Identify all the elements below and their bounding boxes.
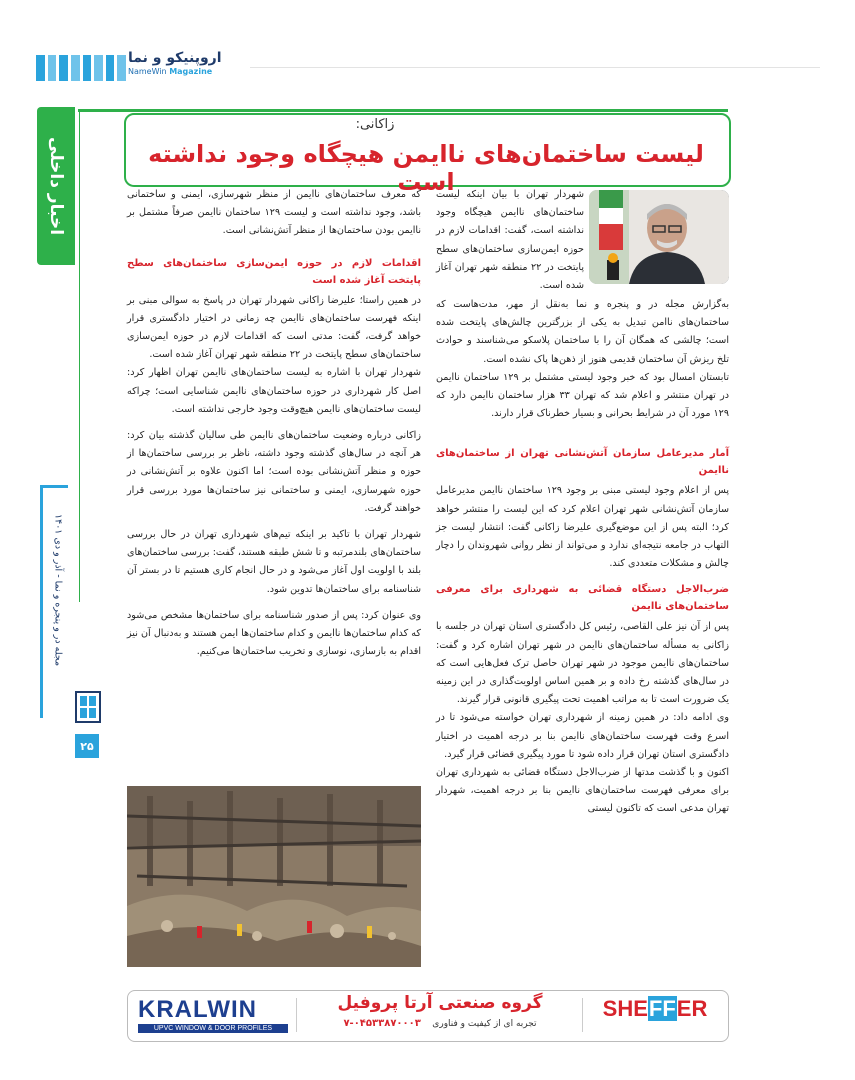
header-divider	[250, 67, 820, 68]
sidebar-vertical-rule	[40, 488, 43, 718]
ad-company-name: گروه صنعتی آرتا پروفیل	[337, 993, 543, 1013]
green-vertical-rule	[79, 112, 80, 602]
magazine-logo-fa: اروپنیکو و نما	[128, 50, 222, 66]
right-paragraph-3: پس از اعلام وجود لیستی مبنی بر وجود ۱۲۹ ساختمان ناایمن مدیرعامل سازمان آتش‌نشانی شهر تهران اعلام کرد که این لیست را منتشر خواهد کرد؛ البته پس از این موضع‌گیری علیرضا زاکانی گفت: انتشار لیست جز التهاب در جامعه نتیجه‌ای ندارد و می‌تواند از نظر روانی شهروندان را دچار چالش و مشکلات متعددی کند.	[436, 485, 730, 570]
collapsed-building-photo	[127, 786, 421, 967]
sheffer-part-2: FF	[648, 996, 676, 1021]
ad-divider-right	[582, 998, 583, 1032]
section-tab-label: اخبار داخلی	[46, 136, 66, 236]
mayor-portrait-photo	[589, 190, 729, 284]
sheffer-wordmark	[595, 996, 715, 1022]
window-logo-icon	[74, 690, 102, 724]
logo-magazine: Magazine	[169, 67, 213, 76]
kralwin-subtitle: UPVC WINDOW & DOOR PROFILES	[138, 1024, 288, 1033]
portrait-illustration	[589, 190, 729, 284]
right-paragraph-1: به‌گزارش مجله در و پنجره و نما به‌نقل از مهر، مدت‌هاست که ساختمان‌های ناامن تبدیل به یکی از بزرگترین چالش‌های پایتخت شده است؛ چالشی که همگان آن را با ساختمان پلاسکو می‌شناسند و حوادث تلخ ریزش آن ساختمان قدیمی هنوز از ذهن‌ها پاک نشده است.	[436, 299, 729, 365]
left-paragraph-6: وی عنوان کرد: پس از صدور شناسنامه برای ساختمان‌ها مشخص می‌شود که کدام ساختمان‌ها ناایمن و کدام ساختمان‌ها ایمن هستند و به‌دنبال آن نیز اقدام به بازسازی، نوسازی و تخریب ساختمان‌ها می‌کنیم.	[127, 609, 421, 658]
header-stripes	[36, 55, 126, 81]
ad-tagline: تجربه ای از کیفیت و فناوری	[432, 1019, 537, 1029]
page-number: ۲۵	[75, 734, 99, 758]
ad-phone: ۰۴۵۳۳۸۷۰۰۰۳-۷	[343, 1018, 421, 1029]
left-paragraph-2: در همین راستا؛ علیرضا زاکانی شهردار تهران در پاسخ به سوالی مبنی بر اینکه فهرست ساختمان‌های ناایمن چه زمانی در اختیار دادگستری قرار خواهد گرفت، گفت: مدتی است که اقدامات لازم در حوزه ایمن‌سازی ساختمان‌های سطح پایتخت در ۲۲ منطقه شهر تهران آغاز شده است.	[127, 294, 421, 361]
right-paragraph-6: اکنون و با گذشت مدتها از ضرب‌الاجل دستگاه قضائی به شهرداری تهران برای معرفی فهرست ساختمان‌های ناایمن بنا بر درجه اهمیت، شهردار تهران مدعی است که تاکنون لیستی	[436, 767, 729, 815]
rubble-illustration	[127, 786, 421, 967]
kralwin-part-2: WIN	[207, 996, 257, 1023]
kralwin-wordmark	[138, 996, 288, 1024]
left-paragraph-3: شهردار تهران با اشاره به لیست ساختمان‌های ناایمن تهران اظهار کرد: اصل کار شهرداری در حوزه ساختمان‌های ناایمن شناسایی است؛ چراکه لیست ساختمان‌های ناایمن هیچ‌وقت وجود خارجی نداشته است.	[127, 367, 421, 415]
sidebar-rule	[40, 485, 68, 488]
right-paragraph-4: پس از آن نیز علی القاصی، رئیس کل دادگستری استان تهران در جلسه با زاکانی به مسأله ساختمان‌های ناایمن در شهر تهران اشاره کرد و گفت: ساختمان‌های ناایمن موجود در شهر تهران حاصل ترک فعل‌هایی است که در سال‌های گذشته رخ داده و بر همین اساس اولویت‌گذاری در این زمینه یک ضرورت است تا به مراتب اهمیت تحت پیگیری قانونی قرار گیرند.	[436, 621, 729, 706]
article-kicker: زاکانی:	[355, 117, 395, 132]
logo-namewin: NameWin	[128, 67, 167, 76]
green-rule	[78, 109, 728, 112]
subheading-judiciary-deadline: ضرب‌الاجل دستگاه قضائی به شهرداری برای معرفی ساختمان‌های ناایمن	[436, 584, 729, 613]
sheffer-part-1: SHE	[602, 996, 648, 1021]
right-column	[436, 296, 729, 819]
magazine-logo-en	[128, 67, 248, 76]
sheffer-logo	[595, 996, 715, 1034]
sheffer-part-3: ER	[676, 996, 708, 1021]
right-paragraph-5: وی ادامه داد: در همین زمینه از شهرداری تهران خواسته می‌شود تا در اسرع وقت فهرست ساختمان‌های ناایمن بنا بر درجه اهمیت در اختیار دادگستری استان تهران قرار داده شود تا مورد پیگیری قضائی قرار گیرد.	[436, 712, 729, 760]
issue-info-text: مجله در و پنجره و نما - آذر و دی ۱۴۰۱	[52, 513, 64, 667]
article-headline: لیست ساختمان‌های ناایمن هیچگاه وجود نداشته است	[148, 140, 704, 196]
kralwin-logo	[138, 996, 288, 1034]
left-paragraph-1: که معرف ساختمان‌های ناایمن از منظر شهرسازی، ایمنی و ساختمانی باشد، وجود نداشته است و لیست ۱۲۹ ساختمان ناایمن صرفاً مشتمل بر ناایمن بودن ساختمان‌ها از منظر آتش‌نشانی است.	[127, 189, 421, 237]
right-paragraph-2: تابستان امسال بود که خبر وجود لیستی مشتمل بر ۱۲۹ ساختمان ناایمن در تهران منتشر و اعلام شد که تهران ۳۳ هزار ساختمان ناایمن دارد که ۱۲۹ مورد آن در شرایط بحرانی و بسیار خطرناک قرار دارند.	[436, 371, 730, 420]
issue-info	[46, 500, 70, 680]
left-paragraph-5: شهردار تهران با تاکید بر اینکه تیم‌های شهرداری تهران در حال بررسی ساختمان‌های بلندمرتبه و تا شش طبقه هستند، گفت: بررسی ساختمان‌های بلند با اولویت اول آغاز می‌شود و در حال انجام کاری هستیم تا در بستر آن شناسنامه برای ساختمان‌ها تدوین شود.	[127, 529, 421, 595]
intro-paragraph: شهردار تهران با بیان اینکه لیست ساختمان‌های ناایمن هیچگاه وجود نداشته است، گفت: اقدامات لازم در حوزه ایمن‌سازی ساختمان‌های سطح پایتخت در ۲۲ منطقه شهر تهران آغاز شده است.	[436, 189, 584, 292]
magazine-logo	[128, 50, 248, 84]
kralwin-part-1: KRAL	[138, 996, 208, 1023]
subheading-safety-measures: اقدامات لازم در حوزه ایمن‌سازی ساختمان‌های سطح پایتخت آغاز شده است	[127, 257, 421, 286]
intro-wrap-column	[436, 186, 584, 295]
subheading-fire-department: آمار مدیرعامل سازمان آتش‌نشانی تهران از ساختمان‌های ناایمن	[436, 448, 729, 477]
section-tab	[37, 107, 75, 265]
ad-tagline-row	[320, 1018, 560, 1029]
left-column	[127, 186, 421, 661]
left-paragraph-4: زاکانی درباره وضعیت ساختمان‌های ناایمن طی سالیان گذشته بیان کرد: هر آنچه در سال‌های گذشته وجود داشته، ناظر بر بررسی ساختمان‌ها از حوزه و منظر آتش‌نشانی بوده است؛ اما اکنون علاوه بر آتش‌نشانی در حوزه شهرسازی، ایمنی و ساختمانی نیز ساختمان‌ها مورد بررسی قرار خواهند گرفت.	[127, 430, 421, 514]
ad-divider-left	[296, 998, 297, 1032]
